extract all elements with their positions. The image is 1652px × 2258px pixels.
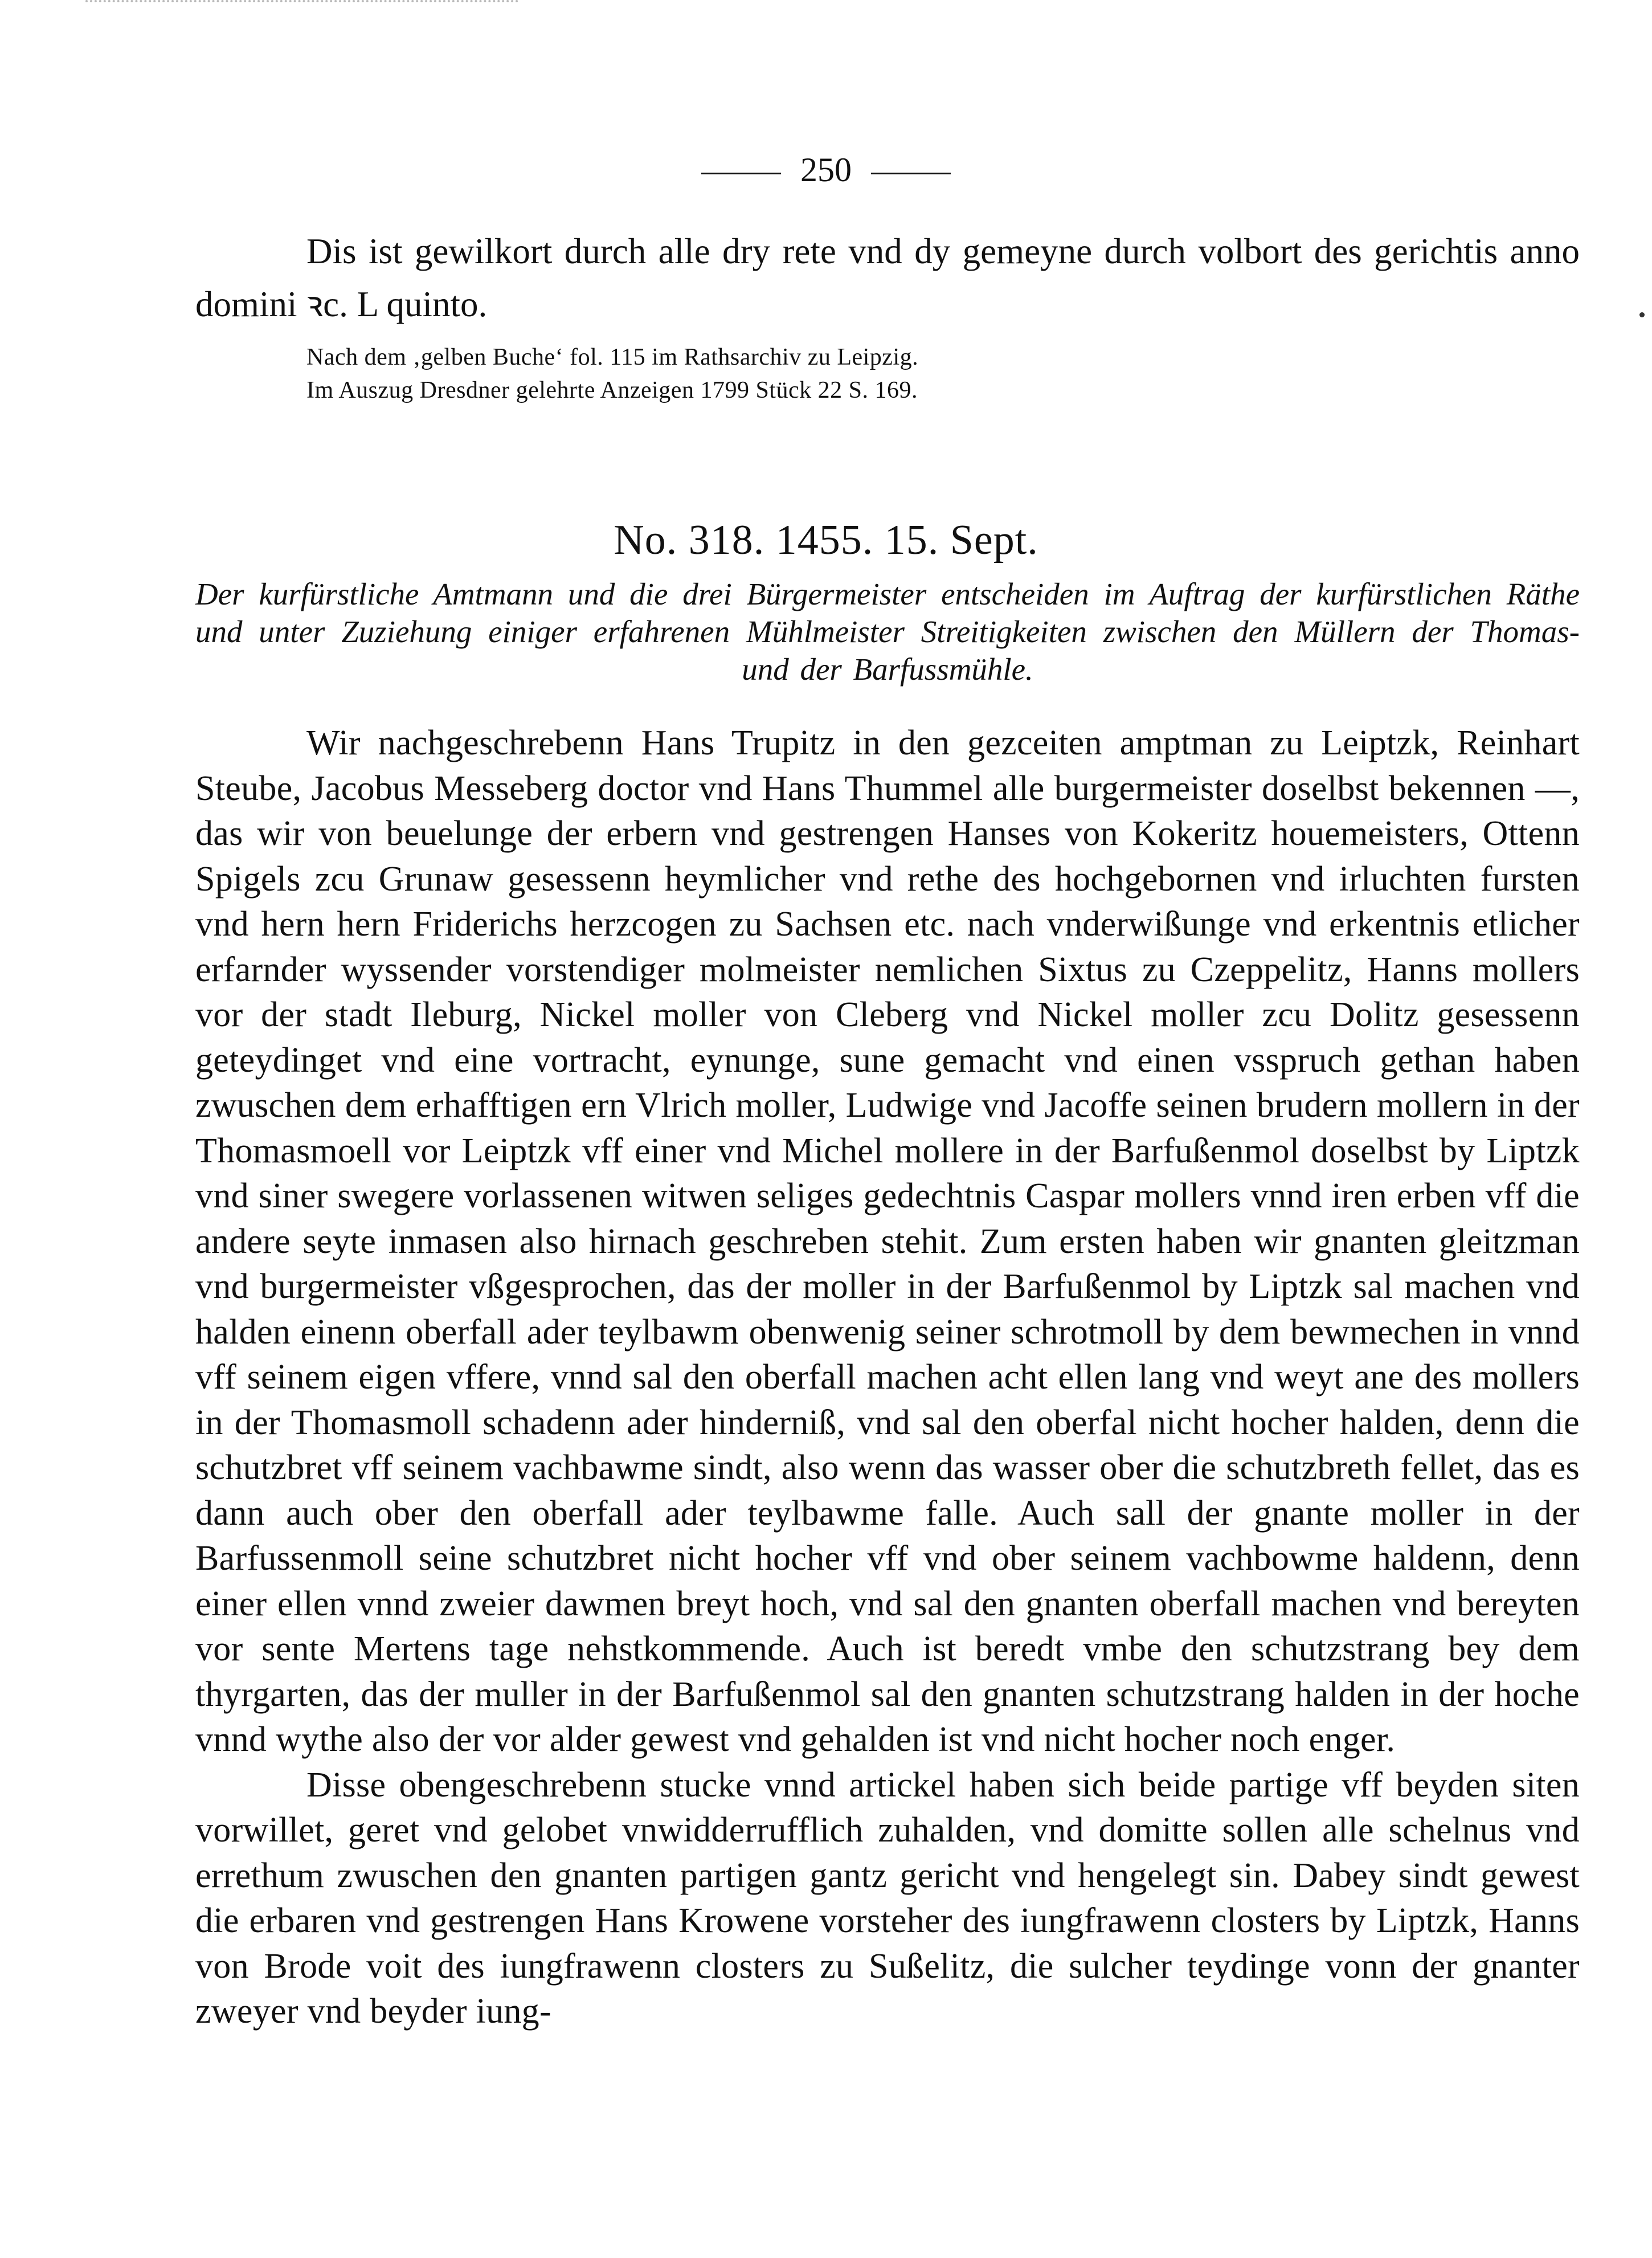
source-note-line: Im Auszug Dresdner gelehrte Anzeigen 1799 Stück 22 S. 169. — [306, 377, 918, 403]
page-number-rule-right — [871, 173, 951, 174]
page-number-line — [0, 147, 1652, 193]
scan-artifact — [85, 0, 518, 9]
source-note — [195, 341, 1580, 407]
previous-document-ending — [195, 225, 1580, 331]
body-paragraph: Wir nachgeschrebenn Hans Trupitz in den gezceiten amptman zu Leiptzk, Reinhart Steube, Jacobus Messeberg doctor vnd Hans Thummel alle burgermeister doselbst bekennen —, das wir von beuelunge der erbern vnd gestrengen Hanses von Kokeritz houemeisters, Ottenn Spigels zcu Grunaw gesessenn heymlicher vnd rethe des hochgebornen vnd irluchten fursten vnd hern hern Friderichs herzcogen zu Sachsen etc. nach vnderwißunge vnd erkentnis etlicher erfarnder wyssender vorstendiger molmeister nemlichen Sixtus zu Czeppelitz, Hanns mollers vor der stadt Ileburg, Nickel moller von Cleberg vnd Nickel moller zcu Dolitz gesessenn geteydinget vnd eine vortracht, eynunge, sune gemacht vnd einen vsspruch gethan haben zwuschen dem erhafftigen ern Vlrich moller, Ludwige vnd Jacoffe seinen brudern mollern in der Thomasmoell vor Leiptzk vff einer vnd Michel mollere in der Barfußenmol doselbst by Liptzk vnd siner swegere vorlassenen witwen seliges gedechtnis Caspar mollers vnnd iren erben vff die andere seyte inmasen also hirnach geschreben stehit. Zum ersten haben wir gnanten gleitzman vnd burgermeister vßgesprochen, das der moller in der Barfußenmol by Liptzk sal machen vnd halden einenn oberfall ader teylbawm obenwenig seiner schrotmoll by dem bewmechen in vnnd vff seinem eigen vffere, vnnd sal den oberfall machen acht ellen lang vnd weyt ane des mollers in der Thomasmoll schadenn ader hinderniß, vnd sal den oberfal nicht hocher halden, denn die schutzbret vff seinem vachbawme sindt, also wenn das wasser ober die schutzbreth fellet, das es dann auch ober den oberfall ader teylbawme falle. Auch sall der gnante moller in der Barfussenmoll seine schutzbret nicht hocher vff vnd ober seinem vachbowme haldenn, denn einer ellen vnnd zweier dawmen breyt hoch, vnd sal den gnanten oberfall machen vnd bereyten vor sente Mertens tage nehstkommende. Auch ist beredt vmbe den schutzstrang bey dem thyrgarten, das der muller in der Barfußenmol sal den gnanten schutzstrang halden in der hoche vnnd wythe also der vor alder gewest vnd gehalden ist vnd nicht hocher noch enger. — [195, 724, 1580, 1759]
document-body — [195, 721, 1580, 2035]
document-heading: No. 318. 1455. 15. Sept. — [614, 517, 1038, 564]
page-number-rule-left — [701, 173, 781, 174]
source-note-line: Nach dem ‚gelben Buche‘ fol. 115 im Rathsarchiv zu Leipzig. — [306, 344, 919, 370]
previous-document-text: Dis ist gewilkort durch alle dry rete vnd dy gemeyne durch volbort des gerichtis anno domini ꝛc. L quinto. — [195, 231, 1580, 324]
margin-speck — [1639, 312, 1645, 317]
body-paragraph: Disse obengeschrebenn stucke vnnd artickel haben sich beide partige vff beyden siten vorwillet, geret vnd gelobet vnwidderrufflich zuhalden, vnd domitte sollen alle schelnus vnd errethum zwuschen den gnanten partigen gantz gericht vnd hengelegt sin. Dabey sindt gewest die erbaren vnd gestrengen Hans Krowene vorsteher des iungfrawenn closters by Liptzk, Hanns von Brode voit des iungfrawenn closters zu Sußelitz, die sulcher teydinge vonn der gnanter zweyer vnd beyder iung- — [195, 1765, 1580, 2031]
document-summary: Der kurfürstliche Amtmann und die drei Bürgermeister entscheiden im Auftrag der kurfürstlichen Räthe und unter Zuziehung einiger erfahrenen Mühlmeister Streitigkeiten zwischen den Müllern der Thomas- und der Barfussmühle. — [195, 577, 1580, 687]
page-number: 250 — [800, 151, 852, 189]
